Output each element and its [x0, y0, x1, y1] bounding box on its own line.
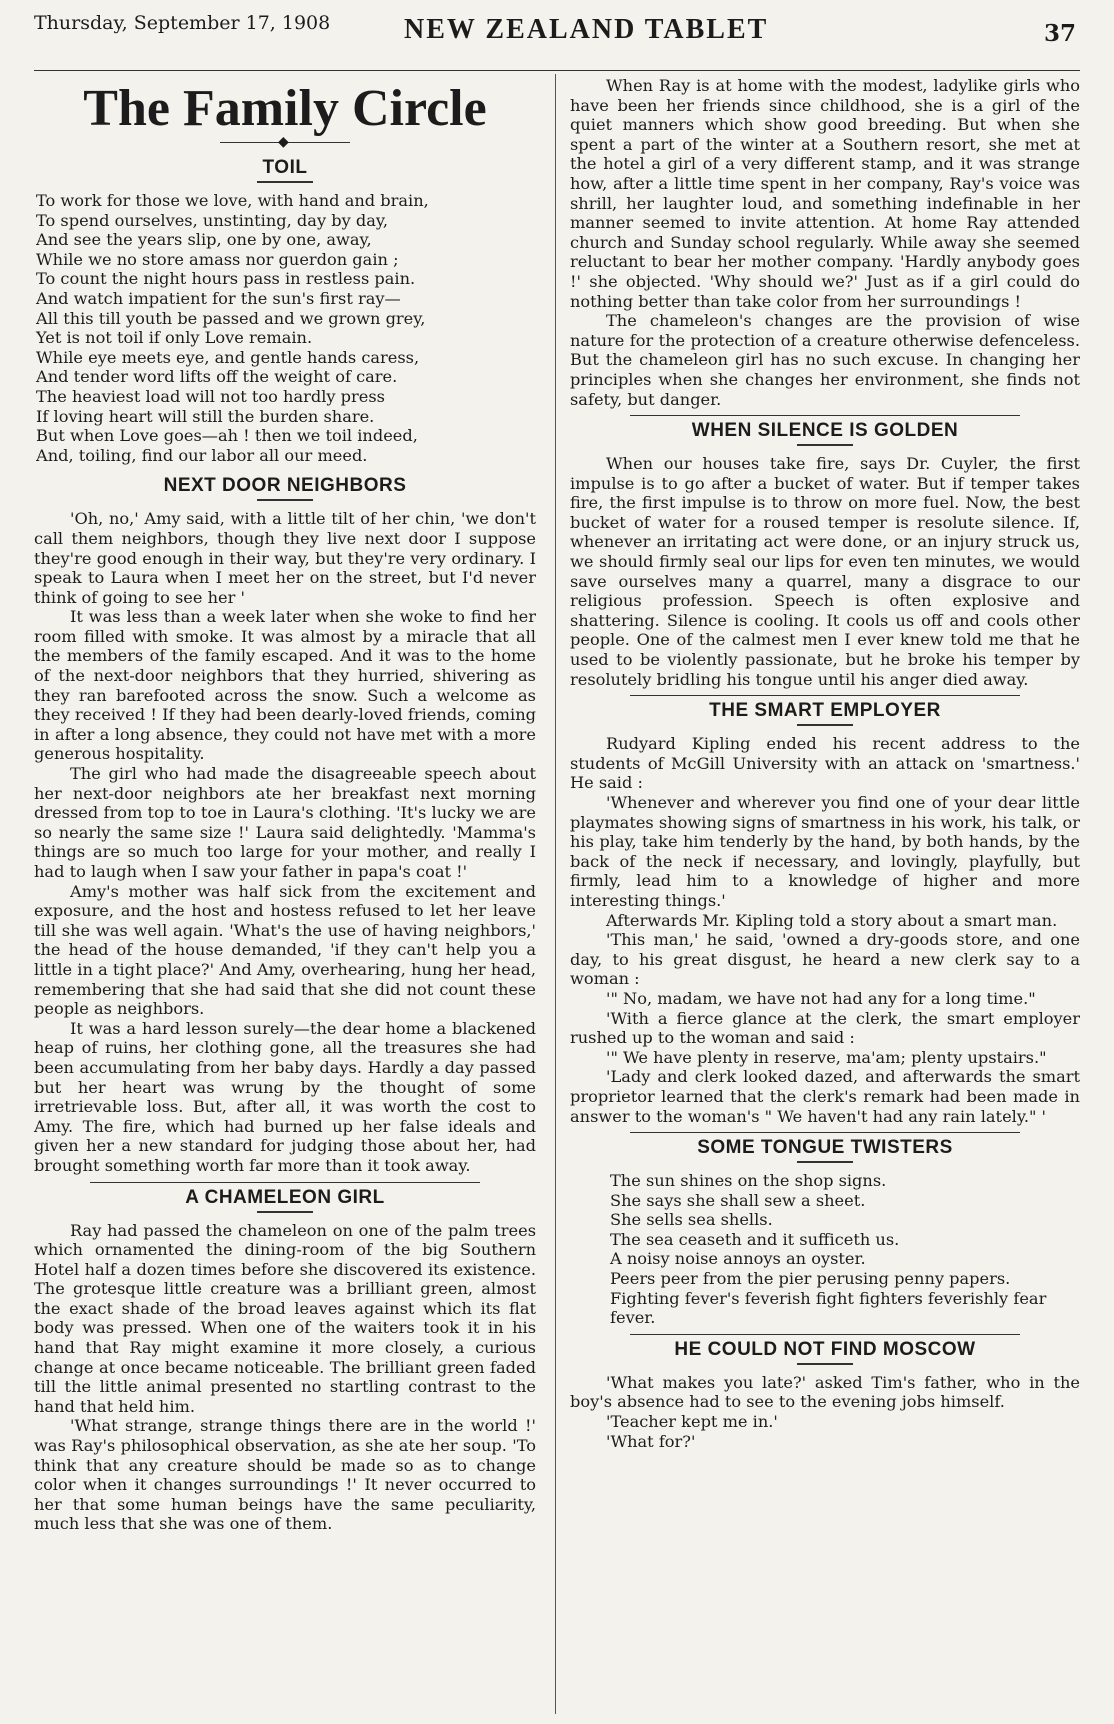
article-paragraph: 'This man,' he said, 'owned a dry-goods store, and one day, to his great disgust, he heard a new clerk say to a woman : [570, 930, 1080, 989]
poem-line: But when Love goes—ah ! then we toil indeed, [36, 426, 418, 446]
list-item: The sea ceaseth and it sufficeth us. [610, 1229, 900, 1249]
article-paragraph: 'Lady and clerk looked dazed, and afterwards the smart proprietor learned that the clerk's remark had been made in answer to the woman's " We haven't had any rain lately." ' [570, 1067, 1080, 1126]
page-number: 37 [1043, 20, 1076, 47]
diamond-icon: ◆ [278, 134, 289, 150]
section-title-chameleon: A CHAMELEON GIRL [185, 1186, 385, 1208]
article-paragraph: Ray had passed the chameleon on one of the palm trees which ornamented the dining-room of the big Southern Hotel half a dozen times before she discovered its existence. The grotesque little creature was a brilliant green, almost the exact shade of the broad leaves against which its flat body was pressed. When one of the waiters took it in his hand that Ray might examine it more closely, a curious change at once became noticeable. The brilliant green faded till the little animal presented no startling contrast to the hand that held him. [34, 1220, 536, 1416]
tongue-twister-list [570, 1171, 1080, 1328]
section-rule [630, 1132, 1020, 1133]
section-rule [630, 695, 1020, 696]
list-item: Peers peer from the pier perusing penny papers. [610, 1269, 1011, 1289]
article-paragraph: 'Teacher kept me in.' [606, 1412, 778, 1432]
article-paragraph: When our houses take fire, says Dr. Cuyler, the first impulse is to go after a bucket of water. But if temper takes fire, the first impulse is to throw on more fuel. Now, the best bucket of water for a roused temper is resolute silence. If, whenever an irritating act were done, or an injury struck us, we should firmly seal our lips for even ten minutes, we would save ourselves many a quarrel, many a disgrace to our religious profession. Speech is often explosive and shattering. Silence is cooling. It cools us off and cools other people. One of the calmest men I ever knew told me that he used to be violently passionate, but he broke his temper by resolutely bridling his tongue until his anger died away. [570, 454, 1080, 689]
issue-date: Thursday, September 17, 1908 [34, 12, 331, 34]
article-paragraph: 'With a fierce glance at the clerk, the smart employer rushed up to the woman and said : [570, 1008, 1080, 1048]
section-rule [90, 1182, 480, 1183]
section-title-silence: WHEN SILENCE IS GOLDEN [691, 420, 959, 442]
list-item: The sun shines on the shop signs. [610, 1171, 887, 1191]
right-column [570, 76, 1080, 1451]
section-title-tongue-twisters: SOME TONGUE TWISTERS [697, 1137, 953, 1159]
article-paragraph: 'Oh, no,' Amy said, with a little tilt of her chin, 'we don't call them neighbors, though they live next door I suppose they're good enough in their way, but they're very ordinary. I speak to Laura when I meet her on the street, but I'd never think of going to see her ' [34, 509, 536, 607]
header-rule [34, 70, 1080, 71]
column-divider [555, 74, 556, 1714]
poem-line: And tender word lifts off the weight of care. [36, 367, 398, 387]
section-rule [630, 1334, 1020, 1335]
poem-line: To count the night hours pass in restless pain. [36, 269, 416, 289]
poem-line: And see the years slip, one by one, away, [36, 230, 372, 250]
ornament-divider [220, 134, 350, 150]
section-rule [630, 415, 1020, 416]
list-item: Fighting fever's feverish fight fighters feverishly fear fever. [610, 1288, 1047, 1328]
article-paragraph: The girl who had made the disagreeable speech about her next-door neighbors ate her breakfast next morning dressed from top to toe in Laura's clothing. 'It's lucky we are so nearly the same size !' Laura said delightedly. 'Mamma's things are so much too large for your mother, and really I had to laugh when I saw your father in papa's coat !' [34, 764, 536, 881]
article-paragraph: '" No, madam, we have not had any for a long time." [606, 988, 1036, 1008]
poem-line: To work for those we love, with hand and brain, [36, 191, 429, 210]
list-item: A noisy noise annoys an oyster. [610, 1249, 866, 1269]
section-rule [797, 1161, 853, 1163]
article-paragraph: When Ray is at home with the modest, ladylike girls who have been her friends since childhood, she is a girl of the quiet manners which show good breeding. But when she spent a part of the winter at a Southern resort, she met at the hotel a girl of a very different stamp, and it was strange how, after a little time spent in her company, Ray's voice was shrill, her laughter loud, and something indefinable in her manner seemed to invite attention. At home Ray attended church and Sunday school regularly. While away she seemed reluctant to bear her mother company. 'Hardly anybody goes !' she objected. 'Why should we?' Just as if a girl could do nothing better than take color from her surroundings ! [570, 76, 1080, 311]
article-paragraph: Rudyard Kipling ended his recent address to the students of McGill University with an attack on 'smartness.' He said : [570, 734, 1080, 793]
poem-line: While eye meets eye, and gentle hands caress, [36, 347, 420, 367]
left-column [34, 76, 536, 1534]
article-paragraph: 'Whenever and wherever you find one of your dear little playmates showing signs of smartness in his work, his talk, or his play, take him tenderly by the hand, by both hands, by the back of the neck if necessary, and lovingly, playfully, but firmly, lead him to a knowledge of higher and more interesting things.' [570, 793, 1080, 910]
section-title-smart-employer: THE SMART EMPLOYER [709, 700, 941, 722]
poem-line: To spend ourselves, unstinting, day by day, [36, 210, 389, 230]
article-paragraph: It was a hard lesson surely—the dear home a blackened heap of ruins, her clothing gone, all the treasures she had been accumulating from her baby days. Hardly a day passed but her heart was wrung by the thought of some irretrievable loss. But, after all, it was worth the cost to Amy. The fire, which had burned up her false ideals and given her a new standard for judging those about her, had brought something worth far more than it took away. [34, 1018, 536, 1175]
masthead: NEW ZEALAND TABLET [404, 14, 769, 45]
section-rule [797, 724, 853, 726]
list-item: She says she shall sew a sheet. [610, 1190, 866, 1210]
poem-line: If loving heart will still the burden share. [36, 406, 375, 426]
article-paragraph: Afterwards Mr. Kipling told a story about a smart man. [606, 910, 1058, 930]
article-paragraph: '" We have plenty in reserve, ma'am; plenty upstairs." [606, 1047, 1047, 1067]
section-title-next-door: NEXT DOOR NEIGHBORS [163, 475, 407, 497]
poem-toil [34, 191, 536, 465]
section-rule [257, 1211, 313, 1213]
list-item: She sells sea shells. [610, 1210, 773, 1230]
article-paragraph: The chameleon's changes are the provision of wise nature for the protection of a creature otherwise defenceless. But the chameleon girl has no such excuse. In changing her principles when she changes her environment, she finds not safety, but danger. [570, 311, 1080, 409]
article-paragraph: 'What strange, strange things there are in the world !' was Ray's philosophical observation, as she ate her soup. 'To think that any creature should be made so as to change color when it changes surroundings !' It never occurred to her that some human beings have the same peculiarity, much less that she was one of them. [34, 1416, 536, 1534]
page-header [34, 6, 1080, 62]
section-title-toil: TOIL [262, 157, 308, 178]
article-paragraph: 'What makes you late?' asked Tim's father, who in the boy's absence had to see to the evening jobs himself. [570, 1372, 1080, 1412]
poem-line: And, toiling, find our labor all our meed. [36, 445, 368, 465]
section-rule [797, 1363, 853, 1365]
section-title-moscow: HE COULD NOT FIND MOSCOW [674, 1338, 976, 1360]
article-paragraph: Amy's mother was half sick from the excitement and exposure, and the host and hostess refused to let her leave till she was well again. 'What's the use of having neighbors,' the head of the house demanded, 'if they can't help you a little in a tight place?' And Amy, overhearing, hung her head, remembering that she had said that she did not count these people as neighbors. [34, 881, 536, 1019]
poem-line: Yet is not toil if only Love remain. [36, 328, 313, 348]
poem-line: And watch impatient for the sun's first ray— [36, 288, 401, 308]
section-rule [257, 499, 313, 501]
poem-line: The heaviest load will not too hardly press [36, 386, 385, 406]
section-rule [257, 181, 313, 183]
section-rule [797, 444, 853, 446]
poem-line: While we no store amass nor guerdon gain ; [36, 249, 399, 269]
poem-line: All this till youth be passed and we grown grey, [36, 308, 426, 328]
article-paragraph: It was less than a week later when she woke to find her room filled with smoke. It was almost by a miracle that all the members of the family escaped. And it was to the home of the next-door neighbors that they hurried, shivering as they ran barefooted across the snow. Such a welcome as they received ! If they had been dearly-loved friends, coming in after a long absence, they could not have met with a more generous hospitality. [34, 607, 536, 764]
feature-title: The Family Circle [83, 80, 487, 137]
article-paragraph: 'What for?' [606, 1431, 696, 1451]
